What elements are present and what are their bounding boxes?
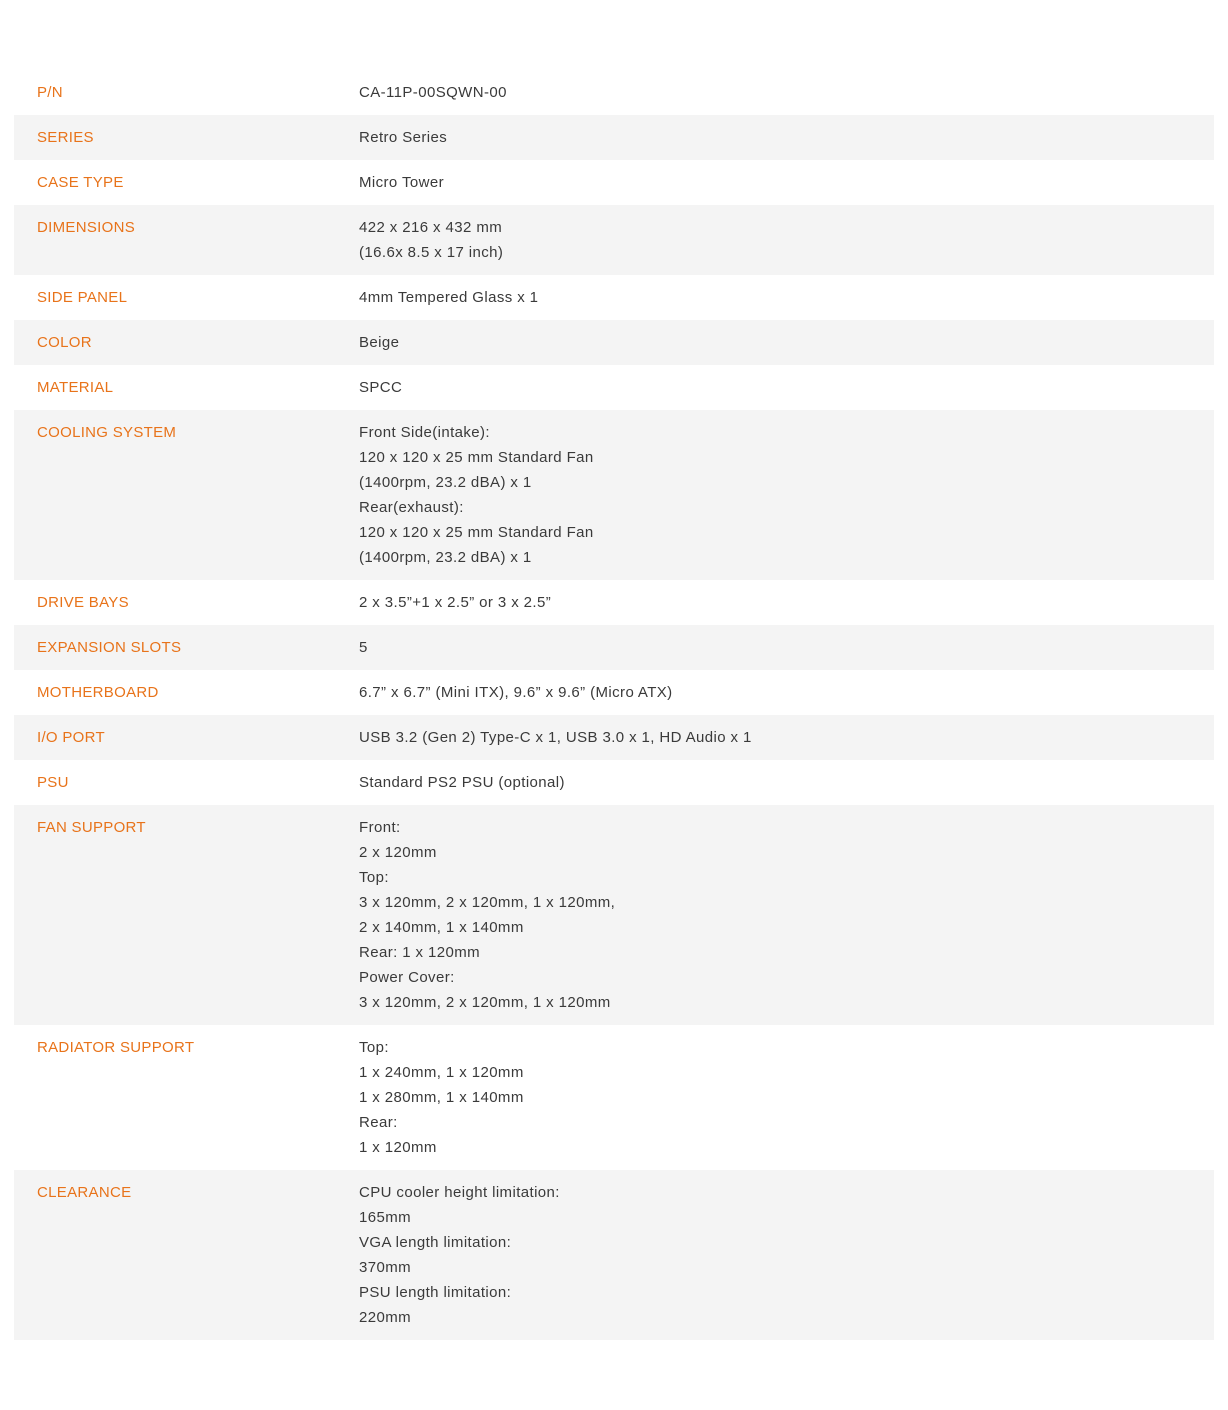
spec-value-line: Rear:	[359, 1114, 398, 1131]
spec-label: DRIVE BAYS	[37, 594, 129, 611]
spec-value	[359, 1180, 1214, 1330]
spec-value-line: Beige	[359, 334, 400, 351]
spec-label: RADIATOR SUPPORT	[37, 1039, 195, 1056]
spec-value-line: 1 x 120mm	[359, 1139, 437, 1156]
spec-value-line: 2 x 140mm, 1 x 140mm	[359, 919, 524, 936]
spec-value-line: 5	[359, 639, 368, 656]
spec-value-line: Front Side(intake):	[359, 424, 490, 441]
spec-row-side-panel	[14, 275, 1214, 320]
spec-value-line: VGA length limitation:	[359, 1234, 512, 1251]
spec-label: PSU	[37, 774, 69, 791]
spec-row-dimensions	[14, 205, 1214, 275]
spec-value-line: PSU length limitation:	[359, 1284, 512, 1301]
spec-value-line: 165mm	[359, 1209, 412, 1226]
spec-label: CLEARANCE	[37, 1184, 132, 1201]
spec-value-line: 120 x 120 x 25 mm Standard Fan	[359, 524, 594, 541]
spec-value-line: 370mm	[359, 1259, 412, 1276]
spec-value-line: CPU cooler height limitation:	[359, 1184, 560, 1201]
spec-value	[359, 770, 1214, 795]
spec-row-series	[14, 115, 1214, 160]
spec-row-drive-bays	[14, 580, 1214, 625]
spec-value-line: Top:	[359, 1039, 389, 1056]
spec-label: EXPANSION SLOTS	[37, 639, 182, 656]
spec-row-material	[14, 365, 1214, 410]
spec-value-line: Power Cover:	[359, 969, 455, 986]
spec-value-line: 1 x 240mm, 1 x 120mm	[359, 1064, 524, 1081]
spec-row-psu	[14, 760, 1214, 805]
spec-value-line: Micro Tower	[359, 174, 444, 191]
spec-row-motherboard	[14, 670, 1214, 715]
spec-value	[359, 420, 1214, 570]
spec-value-line: 422 x 216 x 432 mm	[359, 219, 503, 236]
spec-label: SIDE PANEL	[37, 289, 128, 306]
spec-value	[359, 375, 1214, 400]
spec-value-line: 2 x 3.5”+1 x 2.5” or 3 x 2.5”	[359, 594, 552, 611]
spec-value	[359, 635, 1214, 660]
spec-label: DIMENSIONS	[37, 219, 136, 236]
spec-value-line: USB 3.2 (Gen 2) Type-C x 1, USB 3.0 x 1, HD Audio x 1	[359, 729, 752, 746]
spec-row-expansion-slots	[14, 625, 1214, 670]
spec-value	[359, 330, 1214, 355]
spec-label: I/O PORT	[37, 729, 105, 746]
spec-value-line: Top:	[359, 869, 389, 886]
spec-value	[359, 590, 1214, 615]
spec-label: P/N	[37, 84, 63, 101]
spec-row-case-type	[14, 160, 1214, 205]
spec-value-line: 220mm	[359, 1309, 412, 1326]
spec-row-color	[14, 320, 1214, 365]
spec-value-line: Standard PS2 PSU (optional)	[359, 774, 565, 791]
spec-value-line: (1400rpm, 23.2 dBA) x 1	[359, 549, 532, 566]
spec-label: FAN SUPPORT	[37, 819, 146, 836]
spec-label: COLOR	[37, 334, 92, 351]
spec-value-line: Front:	[359, 819, 401, 836]
spec-value-line: CA-11P-00SQWN-00	[359, 84, 507, 101]
spec-value	[359, 1035, 1214, 1160]
spec-value-line: 3 x 120mm, 2 x 120mm, 1 x 120mm,	[359, 894, 616, 911]
spec-value	[359, 125, 1214, 150]
spec-value	[359, 170, 1214, 195]
spec-value-line: Retro Series	[359, 129, 448, 146]
spec-table	[14, 70, 1214, 1340]
spec-label: SERIES	[37, 129, 94, 146]
spec-row-radiator-support	[14, 1025, 1214, 1170]
spec-value-line: (1400rpm, 23.2 dBA) x 1	[359, 474, 532, 491]
spec-value-line: SPCC	[359, 379, 403, 396]
spec-row-fan-support	[14, 805, 1214, 1025]
spec-value-line: 1 x 280mm, 1 x 140mm	[359, 1089, 524, 1106]
spec-value-line: 4mm Tempered Glass x 1	[359, 289, 539, 306]
spec-value	[359, 80, 1214, 105]
spec-label: MOTHERBOARD	[37, 684, 159, 701]
spec-value	[359, 285, 1214, 310]
spec-value-line: Rear(exhaust):	[359, 499, 464, 516]
spec-row-p-n	[14, 70, 1214, 115]
spec-value-line: (16.6x 8.5 x 17 inch)	[359, 244, 504, 261]
spec-label: CASE TYPE	[37, 174, 124, 191]
spec-value-line: 6.7” x 6.7” (Mini ITX), 9.6” x 9.6” (Micro ATX)	[359, 684, 673, 701]
spec-value-line: Rear: 1 x 120mm	[359, 944, 481, 961]
spec-value	[359, 815, 1214, 1015]
spec-row-clearance	[14, 1170, 1214, 1340]
spec-value	[359, 215, 1214, 265]
spec-label: COOLING SYSTEM	[37, 424, 177, 441]
spec-value-line: 120 x 120 x 25 mm Standard Fan	[359, 449, 594, 466]
spec-row-i-o-port	[14, 715, 1214, 760]
spec-label: MATERIAL	[37, 379, 114, 396]
spec-value-line: 3 x 120mm, 2 x 120mm, 1 x 120mm	[359, 994, 611, 1011]
spec-row-cooling-system	[14, 410, 1214, 580]
spec-value	[359, 725, 1214, 750]
spec-value	[359, 680, 1214, 705]
spec-value-line: 2 x 120mm	[359, 844, 437, 861]
